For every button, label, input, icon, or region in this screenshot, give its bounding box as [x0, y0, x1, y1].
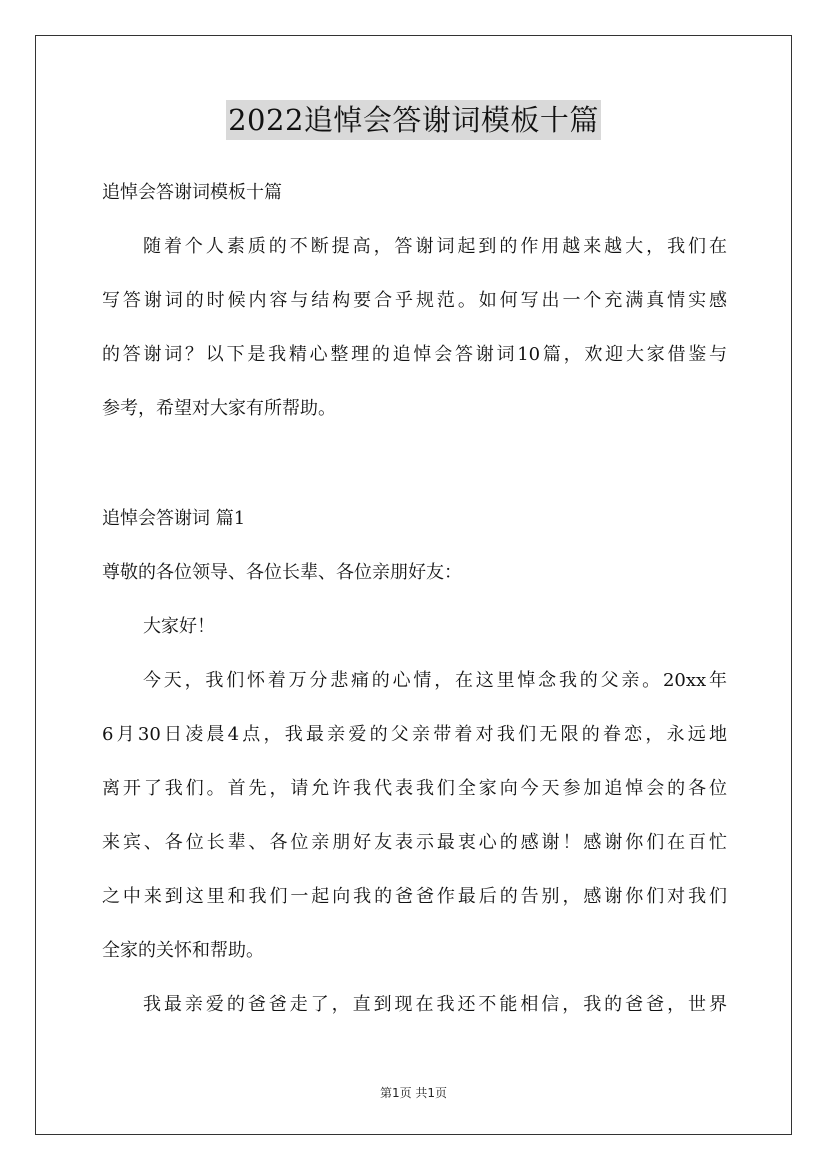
salutation: 尊敬的各位领导、各位长辈、各位亲朋好友：	[102, 562, 462, 583]
para2-line-1: 我最亲爱的爸爸走了，直到现在我还不能相信，我的爸爸，世界	[143, 994, 727, 1015]
document-subtitle: 追悼会答谢词模板十篇	[102, 182, 282, 203]
para1-line-5: 之中来到这里和我们一起向我的爸爸作最后的告别，感谢你们对我们	[102, 886, 727, 907]
para1-line-1: 今天，我们怀着万分悲痛的心情，在这里悼念我的父亲。20xx年	[143, 670, 727, 691]
title-container	[0, 100, 827, 140]
para1-line-4: 来宾、各位长辈、各位亲朋好友表示最衷心的感谢！感谢你们在百忙	[102, 832, 727, 853]
greeting: 大家好！	[143, 616, 215, 637]
section-heading: 追悼会答谢词 篇1	[102, 508, 246, 529]
intro-line-3: 的答谢词？以下是我精心整理的追悼会答谢词10篇，欢迎大家借鉴与	[102, 344, 727, 365]
para1-line-2: 6月30日凌晨4点，我最亲爱的父亲带着对我们无限的眷恋，永远地	[102, 724, 727, 745]
document-title: 2022追悼会答谢词模板十篇	[226, 100, 601, 140]
intro-line-1: 随着个人素质的不断提高，答谢词起到的作用越来越大，我们在	[143, 236, 727, 257]
intro-line-4: 参考，希望对大家有所帮助。	[102, 398, 336, 419]
page-number-footer: 第1页 共1页	[379, 1086, 448, 1100]
para1-line-6: 全家的关怀和帮助。	[102, 940, 264, 961]
intro-line-2: 写答谢词的时候内容与结构要合乎规范。如何写出一个充满真情实感	[102, 290, 727, 311]
para1-line-3: 离开了我们。首先，请允许我代表我们全家向今天参加追悼会的各位	[102, 778, 727, 799]
